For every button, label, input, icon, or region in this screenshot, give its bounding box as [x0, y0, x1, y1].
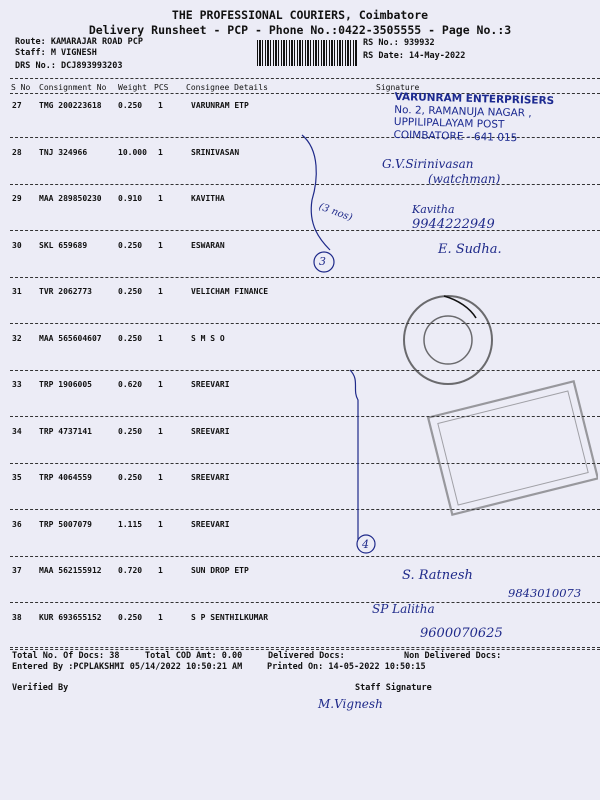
row-pcs: 1 — [158, 566, 163, 575]
row-weight: 0.910 — [118, 194, 143, 203]
row-pcs: 1 — [158, 194, 163, 203]
drs-number: DRS No.: DCJ893993203 — [15, 61, 123, 71]
signature-37: S. Ratnesh — [402, 568, 473, 583]
signature-29-count: (3 nos) — [317, 201, 354, 224]
row-weight: 0.250 — [118, 473, 143, 482]
row-pcs: 1 — [158, 101, 163, 110]
row-sno: 33 — [12, 380, 22, 389]
row-consignment: MAA 289850230 — [39, 194, 102, 203]
signature-38: SP Lalitha — [372, 602, 435, 616]
col-header-sno: S No — [11, 83, 31, 92]
runsheet-subtitle: Delivery Runsheet - PCP - Phone No.:0422-3505555 - Page No.:3 — [88, 23, 512, 37]
col-header-pcs: PCS — [154, 83, 169, 92]
row-consignment: TMG 200223618 — [39, 101, 102, 110]
row-sno: 27 — [12, 101, 22, 110]
row-pcs: 1 — [158, 333, 163, 343]
row-weight: 0.250 — [118, 612, 143, 622]
row-consignee: S P SENTHILKUMAR — [191, 612, 269, 622]
stamp-line: No. 2, RAMANUJA NAGAR , — [394, 103, 532, 120]
row-consignee: VELICHAM FINANCE — [191, 287, 269, 296]
row-consignee: KAVITHA — [191, 194, 225, 203]
stamp-line: UPPILIPALAYAM POST — [393, 115, 505, 131]
col-header-consignment: Consignment No — [39, 83, 107, 92]
total-docs: Total No. Of Docs: 38 — [12, 651, 120, 661]
route-label: Route: KAMARAJAR ROAD PCP — [15, 37, 143, 47]
non-delivered-docs: Non Delivered Docs: — [404, 651, 502, 661]
divider — [10, 647, 600, 648]
row-consignment: TRP 5007079 — [39, 519, 92, 529]
staff-signature: Staff Signature — [355, 683, 432, 693]
row-weight: 0.250 — [118, 333, 143, 343]
verified-by: Verified By — [12, 683, 69, 693]
row-sno: 36 — [12, 519, 22, 529]
row-consignee: VARUNRAM ETP — [191, 101, 249, 110]
row-consignee: ESWARAN — [191, 240, 225, 250]
row-weight: 0.720 — [118, 566, 143, 575]
row-weight: 0.250 — [118, 101, 143, 110]
row-consignment: TRP 1906005 — [39, 380, 92, 389]
row-consignment: TNJ 324966 — [39, 147, 88, 157]
row-consignee: SREEVARI — [191, 519, 230, 529]
row-weight: 1.115 — [118, 519, 143, 529]
row-pcs: 1 — [158, 287, 163, 296]
row-consignee: SREEVARI — [191, 380, 230, 389]
signature-28-note: (watchman) — [428, 172, 501, 186]
row-pcs: 1 — [158, 519, 163, 529]
row-pcs: 1 — [158, 240, 163, 250]
staff-label: Staff: M VIGNESH — [15, 48, 97, 58]
col-header-consignee: Consignee Details — [186, 83, 268, 92]
row-weight: 0.250 — [118, 240, 143, 250]
divider — [10, 78, 600, 79]
rs-number: RS No.: 939932 — [363, 38, 435, 48]
staff-signature-mark: M.Vignesh — [318, 697, 383, 711]
signature-37-phone: 9843010073 — [508, 586, 582, 600]
row-weight: 0.250 — [118, 426, 143, 436]
row-consignee: SREEVARI — [191, 473, 230, 482]
office-seal — [378, 288, 598, 548]
rs-date: RS Date: 14-May-2022 — [363, 51, 466, 61]
company-title: THE PROFESSIONAL COURIERS, Coimbatore — [171, 8, 429, 22]
row-sno: 35 — [12, 473, 22, 482]
col-header-weight: Weight — [118, 83, 147, 92]
col-header-signature: Signature — [376, 83, 420, 92]
row-sno: 34 — [12, 426, 22, 436]
row-pcs: 1 — [158, 426, 163, 436]
row-consignment: KUR 693655152 — [39, 612, 102, 622]
total-cod: Total COD Amt: 0.00 — [145, 651, 243, 661]
barcode — [257, 40, 357, 66]
entered-by: Entered By :PCPLAKSHMI 05/14/2022 10:50:21 AM — [12, 662, 243, 672]
circle-number: 3 — [319, 255, 326, 268]
row-consignment: SKL 659689 — [39, 240, 88, 250]
row-consignee: SRINIVASAN — [191, 147, 240, 157]
row-sno: 32 — [12, 333, 22, 343]
delivered-docs: Delivered Docs: — [268, 651, 345, 661]
row-sno: 28 — [12, 147, 22, 157]
signature-38-phone: 9600070625 — [420, 626, 503, 641]
row-consignee: S M S O — [191, 333, 225, 343]
circle-number: 4 — [362, 538, 369, 551]
row-sno: 37 — [12, 566, 22, 575]
signature-29: Kavitha — [412, 203, 455, 216]
row-sno: 30 — [12, 240, 22, 250]
row-pcs: 1 — [158, 147, 163, 157]
signature-29-phone: 9944222949 — [412, 217, 495, 232]
row-weight: 10.000 — [118, 147, 147, 157]
row-consignment: MAA 565604607 — [39, 333, 102, 343]
row-weight: 0.620 — [118, 380, 143, 389]
company-stamp — [393, 91, 554, 145]
row-divider — [10, 649, 600, 650]
stamp-line: COIMBATORE - 641 015 — [393, 128, 518, 144]
row-pcs: 1 — [158, 612, 163, 622]
row-pcs: 1 — [158, 473, 163, 482]
row-consignee: SREEVARI — [191, 426, 230, 436]
row-consignment: TRP 4737141 — [39, 426, 92, 436]
row-pcs: 1 — [158, 380, 163, 389]
stamp-line: VARUNRAM ENTERPRISERS — [394, 90, 555, 108]
signature-28: G.V.Sirinivasan — [382, 157, 474, 171]
row-sno: 38 — [12, 612, 22, 622]
row-consignment: TVR 2062773 — [39, 287, 92, 296]
row-consignee: SUN DROP ETP — [191, 566, 249, 575]
signature-30: E. Sudha. — [438, 242, 502, 257]
row-consignment: TRP 4064559 — [39, 473, 92, 482]
row-weight: 0.250 — [118, 287, 143, 296]
row-consignment: MAA 562155912 — [39, 566, 102, 575]
row-divider — [10, 602, 600, 603]
row-sno: 31 — [12, 287, 22, 296]
row-sno: 29 — [12, 194, 22, 203]
printed-on: Printed On: 14-05-2022 10:50:15 — [267, 662, 426, 672]
